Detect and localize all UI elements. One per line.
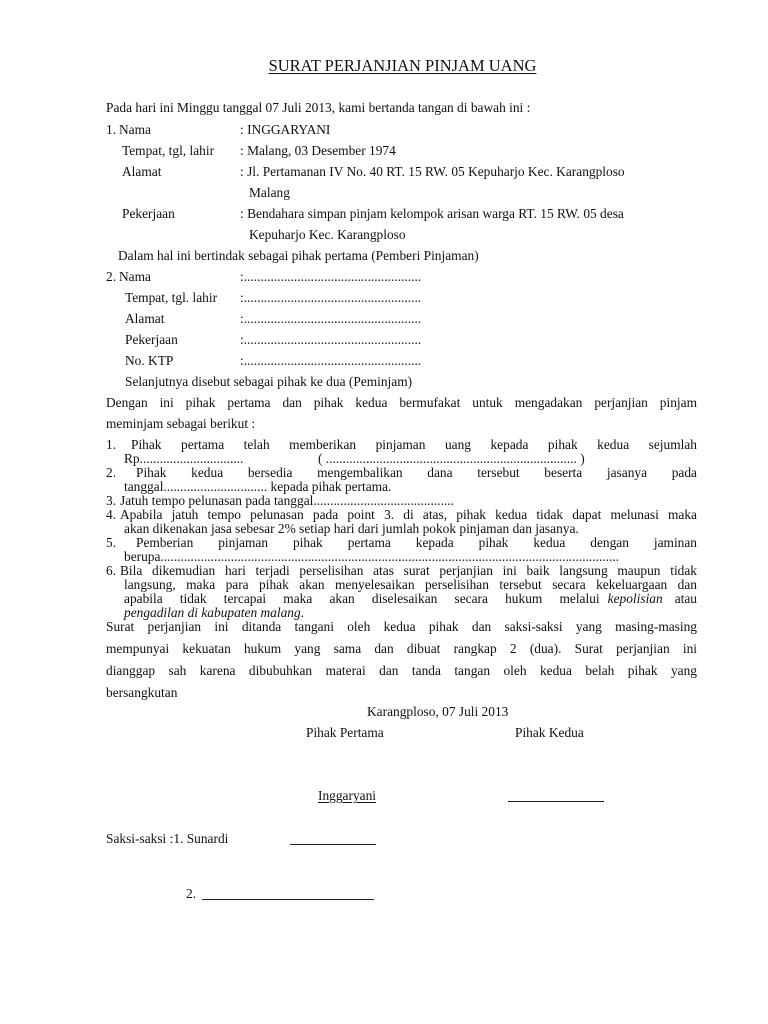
party1-job-cont: Kepuharjo Kec. Karangploso — [249, 227, 406, 242]
party1-name-label: Nama — [119, 122, 151, 137]
party1-birth-label: Tempat, tgl, lahir — [122, 143, 215, 158]
closing-line4: bersangkutan — [106, 685, 178, 700]
clause-1-amount: Rp............................... — [124, 451, 244, 466]
first-party-label: Pihak Pertama — [306, 725, 384, 740]
clause-6-line3-text: apabila tidak tercapai maka akan diselesaikan secara hukum melalui — [124, 591, 600, 606]
clause-1-number: 1. — [106, 437, 117, 452]
clause-2-number: 2. — [106, 465, 117, 480]
party1-number: 1. — [106, 122, 117, 137]
clause-6-line1: Bila dikemudian hari terjadi perselisihan atas surat perjanjian ini baik langsung maupun tidak — [120, 563, 697, 578]
party2-ktp-field: :..................................................... — [240, 353, 422, 368]
clause-3-number: 3. — [106, 493, 117, 508]
clause-6-police: kepolisian — [607, 591, 663, 606]
party2-name-field: :..................................................... — [240, 269, 422, 284]
closing-line3: dianggap sah karena dibubuhkan materai dan tanda tangan oleh kedua belah pihak yang — [106, 663, 697, 678]
clause-2-line1: Pihak kedua bersedia mengembalikan dana tersebut beserta jasanya pada — [136, 465, 697, 480]
party2-ktp-label: No. KTP — [125, 353, 174, 368]
witnesses-label: Saksi-saksi :1. Sunardi — [106, 831, 229, 846]
party2-job-label: Pekerjaan — [125, 332, 178, 347]
closing-line1: Surat perjanjian ini ditanda tangani oleh kedua pihak dan saksi-saksi yang masing-masing — [106, 619, 697, 634]
party2-role: Selanjutnya disebut sebagai pihak ke dua (Peminjam) — [125, 374, 413, 389]
clause-1-amount-words: ( ........................................................................... ) — [318, 451, 585, 466]
party1-birth-value: : Malang, 03 Desember 1974 — [240, 143, 396, 158]
clause-4-line2: akan dikenakan jasa sebesar 2% setiap hari dari jumlah pokok pinjaman dan jasanya. — [124, 521, 579, 536]
opening-statement: Pada hari ini Minggu tanggal 07 Juli 2013, kami bertanda tangan di bawah ini : — [106, 100, 531, 115]
party1-address-value: : Jl. Pertamanan IV No. 40 RT. 15 RW. 05 Kepuharjo Kec. Karangploso — [240, 164, 625, 179]
party2-number: 2. — [106, 269, 117, 284]
party2-address-field: :..................................................... — [240, 311, 422, 326]
party2-address-label: Alamat — [125, 311, 165, 326]
clause-6-number: 6. — [106, 563, 117, 578]
second-party-signature-line — [508, 800, 604, 802]
clause-6-court: pengadilan di kabupaten malang — [124, 605, 301, 620]
party2-job-field: :..................................................... — [240, 332, 422, 347]
witness-2-number: 2. — [186, 886, 197, 901]
clause-5-line2: berupa......................................................................................................................................... — [124, 549, 620, 564]
clause-5-number: 5. — [106, 535, 117, 550]
place-date: Karangploso, 07 Juli 2013 — [367, 704, 509, 719]
party2-birth-label: Tempat, tgl. lahir — [125, 290, 218, 305]
clause-2-line2: tanggal............................... kepada pihak pertama. — [124, 479, 392, 494]
party1-address-cont: Malang — [249, 185, 290, 200]
agreement-intro-line2: meminjam sebagai berikut : — [106, 416, 256, 431]
witness-2-signature-line — [202, 898, 374, 900]
clause-4-line1: Apabila jatuh tempo pelunasan pada point 3. di atas, pihak kedua tidak dapat melunasi maka — [120, 507, 697, 522]
party2-name-label: Nama — [119, 269, 151, 284]
document-title: SURAT PERJANJIAN PINJAM UANG — [268, 56, 537, 75]
party1-job-label: Pekerjaan — [122, 206, 175, 221]
closing-line2: mempunyai kekuatan hukum yang sama dan dibuat rangkap 2 (dua). Surat perjanjian ini — [106, 641, 697, 656]
clause-1-line1: Pihak pertama telah memberikan pinjaman uang kepada pihak kedua sejumlah — [131, 437, 697, 452]
clause-5-line1: Pemberian pinjaman pihak pertama kepada pihak kedua dengan jaminan — [136, 535, 697, 550]
party1-name-value: : INGGARYANI — [240, 122, 331, 137]
clause-6-period: . — [300, 605, 305, 620]
agreement-intro-line1: Dengan ini pihak pertama dan pihak kedua bermufakat untuk mengadakan perjanjian pinjam — [106, 395, 697, 410]
party2-birth-field: :..................................................... — [240, 290, 422, 305]
clause-4-number: 4. — [106, 507, 117, 522]
clause-6-line2: langsung, maka para pihak akan menyelesaikan perselisihan tersebut secara kekeluargaan dan — [124, 577, 697, 592]
party1-address-label: Alamat — [122, 164, 162, 179]
witness-1-signature-line — [290, 843, 376, 845]
first-party-signature-name: Inggaryani — [318, 788, 377, 803]
second-party-label: Pihak Kedua — [515, 725, 584, 740]
party1-role: Dalam hal ini bertindak sebagai pihak pertama (Pemberi Pinjaman) — [118, 248, 479, 263]
clause-6-or: atau — [674, 591, 697, 606]
clause-3-line1: Jatuh tempo pelunasan pada tanggal.......................................... — [120, 493, 454, 508]
party1-job-value: : Bendahara simpan pinjam kelompok arisan warga RT. 15 RW. 05 desa — [240, 206, 624, 221]
